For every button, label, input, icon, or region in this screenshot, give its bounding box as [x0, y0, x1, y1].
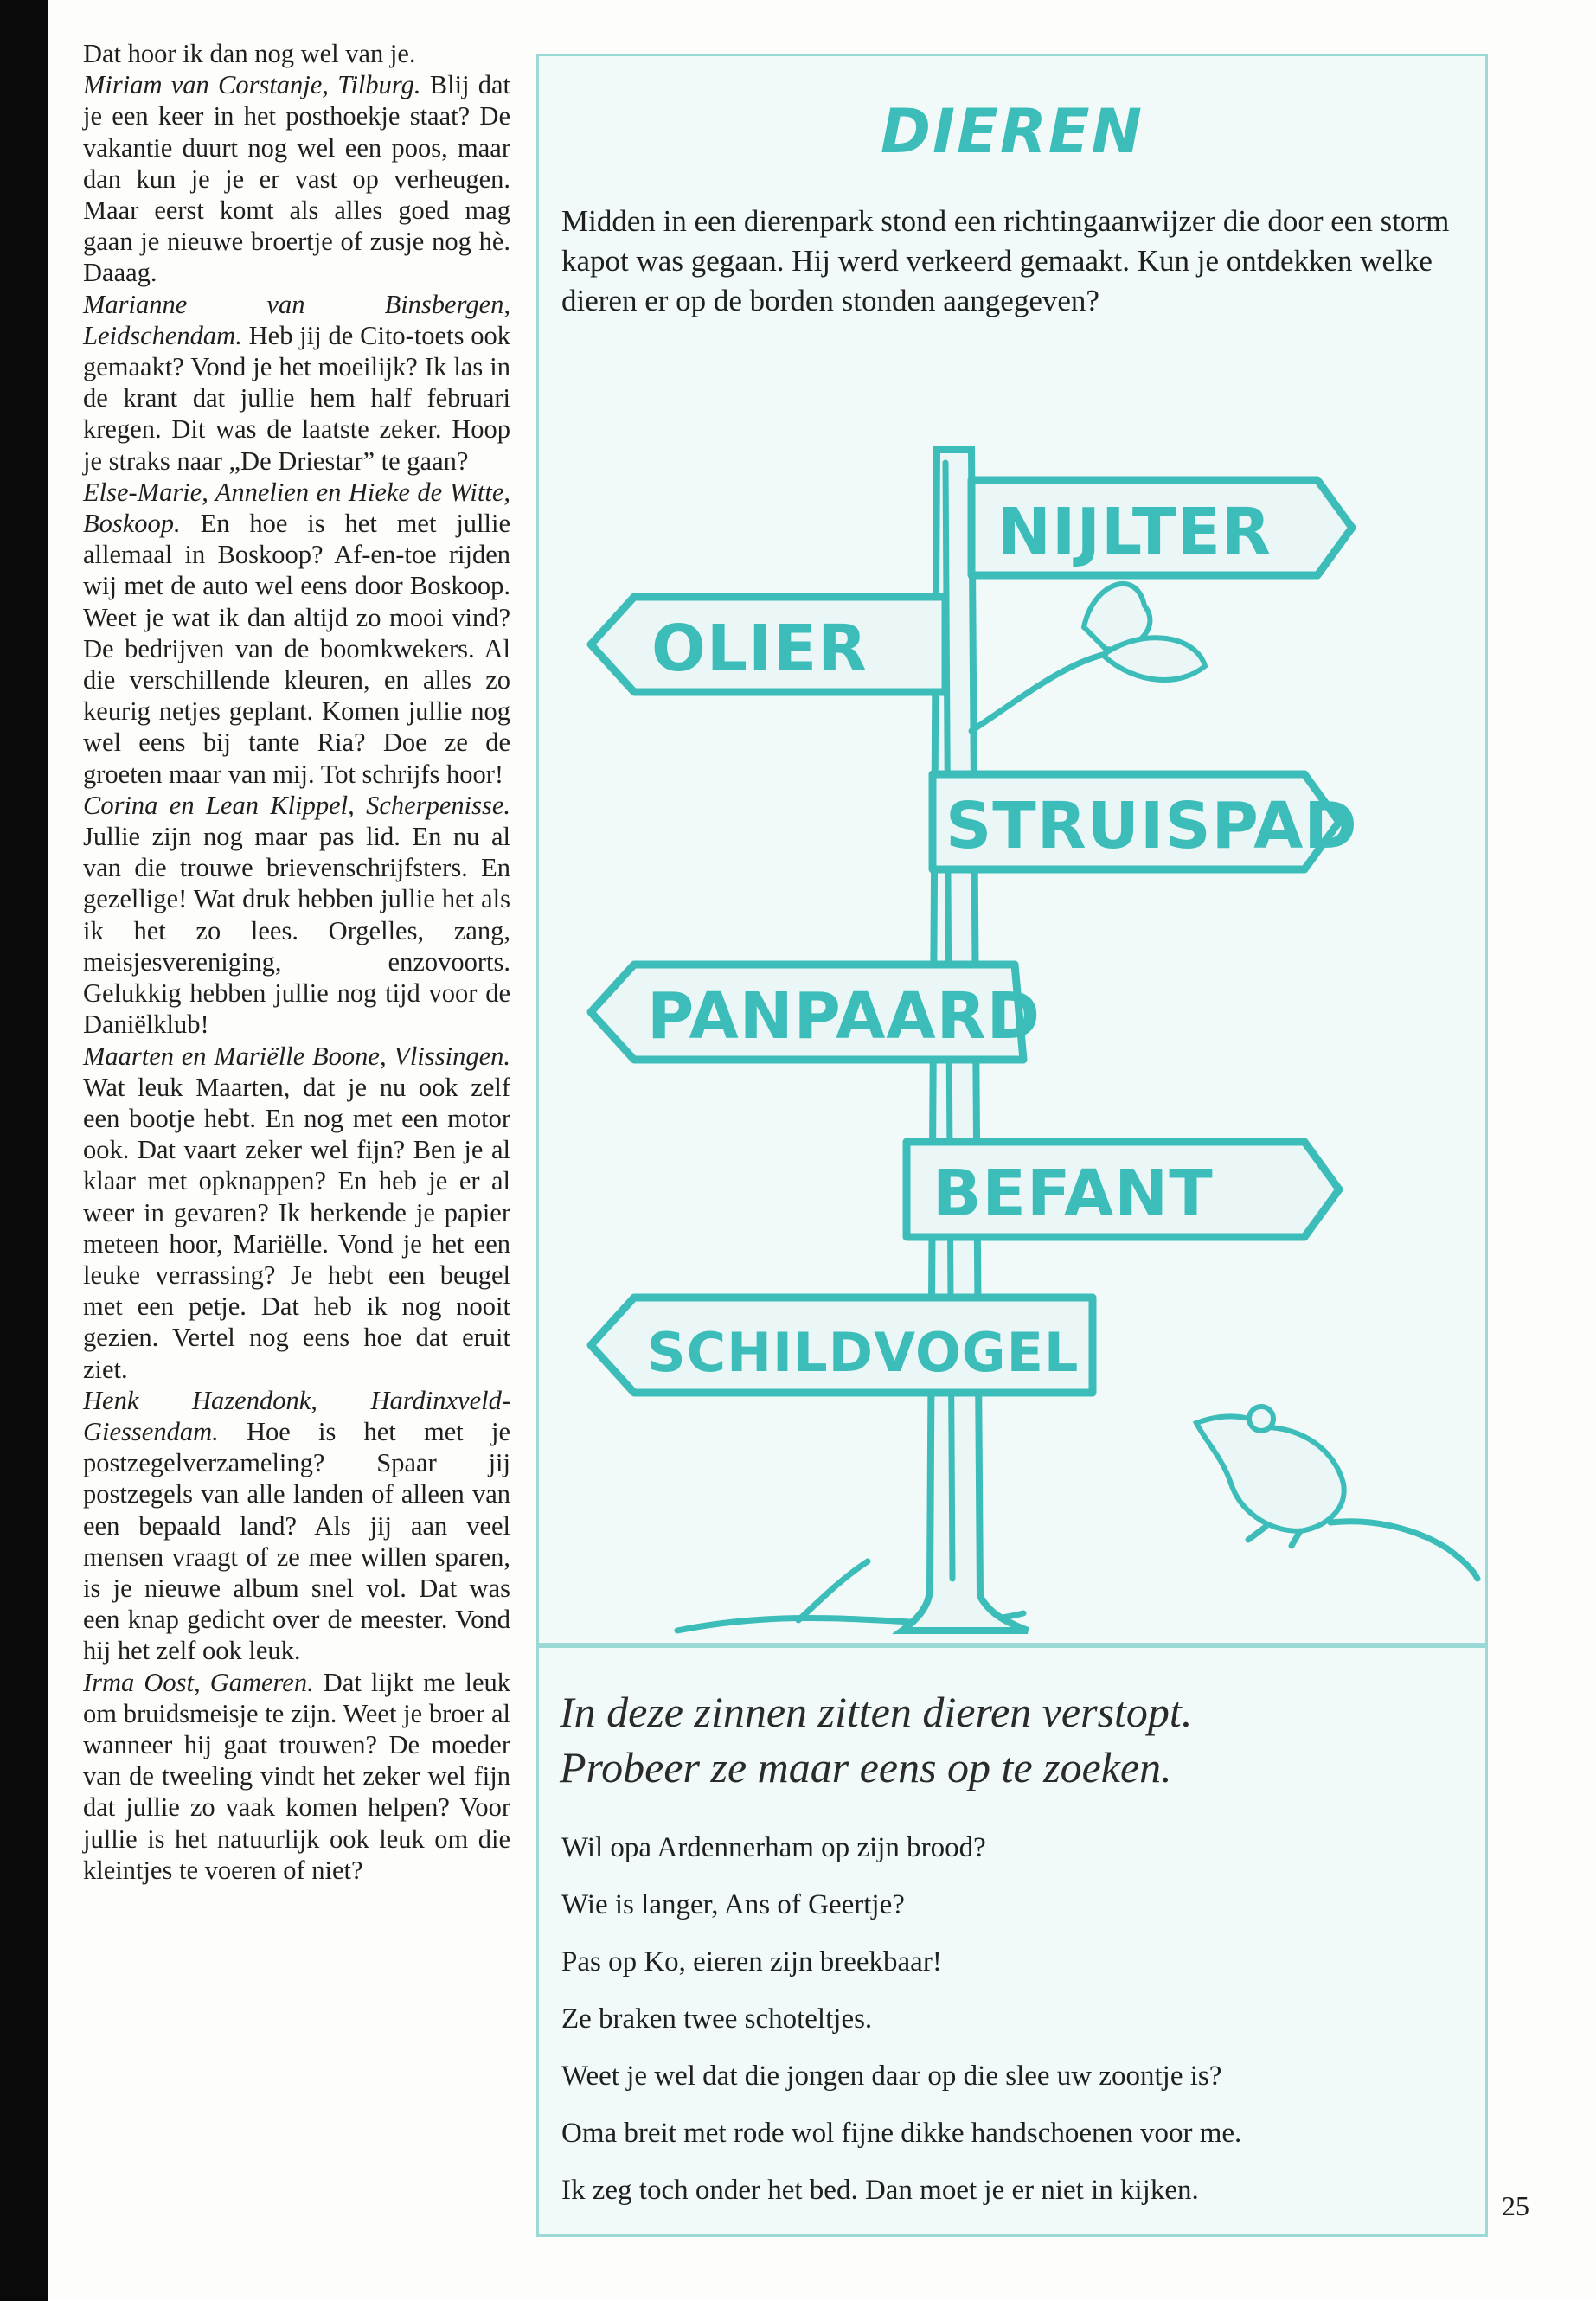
sign-label: BEFANT	[933, 1157, 1214, 1231]
letters-column	[83, 38, 510, 1886]
letter-entry: Irma Oost, Gameren. Dat lijkt me leuk om bruidsmeisje te zijn. Weet je broer al wanneer hij gaat trouwen? De moeder van de tweeling vindt het zeker wel fijn dat jullie zo vaak komen helpen? Voor jullie is het natuurlijk ook leuk om die kleintjes te voeren of niet?	[83, 1667, 510, 1885]
sentence-item: Wil opa Ardennerham op zijn brood?	[561, 1832, 986, 1863]
mouse-icon	[1196, 1407, 1477, 1579]
root-stroke	[798, 1561, 868, 1620]
letter-entry: Maarten en Mariëlle Boone, Vlissingen. Wat leuk Maarten, dat je nu ook zelf een bootje hebt. En nog met een motor ook. Dat vaart zeker wel fijn? Ben je al klaar met opknappen? En heb je er al weer in gevaren? Ik herkende je papier meteen hoor, Mariëlle. Vond je het een leuke verrassing? Je hebt een beugel met een petje. Dat heb ik nog nooit gezien. Vertel nog eens hoe dat eruit ziet.	[83, 1041, 510, 1384]
signpost-illustration	[539, 368, 1485, 1639]
sentence-item: Ik zeg toch onder het bed. Dan moet je er niet in kijken.	[561, 2175, 1199, 2206]
sentence-item: Pas op Ko, eieren zijn breekbaar!	[561, 1946, 942, 1977]
sign-label: NIJLTER	[997, 495, 1272, 569]
letter-entry: Else-Marie, Annelien en Hieke de Witte, Boskoop. En hoe is het met jullie allemaal in Boskoop? Af-en-toe rijden wij met de auto wel eens door Boskoop. Weet je wat ik dan altijd zo mooi vind? De bedrijven van de boomkwekers. Al die verschillende kleuren, en alles zo keurig netjes geplant. Komen jullie nog wel eens bij tante Ria? Doe ze de groeten maar van mij. Tot schrijfs hoor!	[83, 477, 510, 789]
sign-label: PANPAARD	[647, 979, 1042, 1054]
sign-label: SCHILDVOGEL	[647, 1321, 1080, 1384]
sentence-item: Ze braken twee schoteltjes.	[561, 2003, 873, 2035]
letter-entry: Dat hoor ik dan nog wel van je.	[83, 39, 416, 68]
page-number: 25	[1502, 2190, 1529, 2221]
sentence-list	[561, 1819, 1470, 2219]
leaf-icon	[1106, 638, 1205, 680]
intro-text: Midden in een dierenpark stond een richtingaanwijzer die door een storm kapot was gegaan. Hij werd verkeerd gemaakt. Kun je ontdekken welke dieren er op de borden stonden aangegeven?	[561, 204, 1450, 317]
letter-entry: Henk Hazendonk, Hardinxveld-Giessendam. Hoe is het met je postzegelverzameling? Spaar jij postzegels van alle landen of alleen van een bepaald land? Als jij aan veel mensen vraagt of ze mee willen sparen, is je nieuwe album snel vol. Dat was een knap gedicht over de meester. Vond hij het zelf ook leuk.	[83, 1385, 511, 1666]
branch-stroke	[971, 653, 1110, 731]
puzzle-heading: In deze zinnen zitten dieren verstopt. Probeer ze maar eens op te zoeken.	[560, 1688, 1193, 1791]
page-edge	[0, 0, 48, 2301]
letter-entry: Miriam van Corstanje, Tilburg. Blij dat je een keer in het posthoekje staat? De vakantie duurt nog wel een poos, maar dan kun je je er vast op verheugen. Maar eerst komt als alles goed mag gaan je nieuwe broertje of zusje nog hè. Daaag.	[83, 70, 511, 288]
sentence-item: Oma breit met rode wol fijne dikke handschoenen voor me.	[561, 2118, 1242, 2149]
sign-label: OLIER	[651, 612, 869, 686]
letter-entry: Corina en Lean Klippel, Scherpenisse. Jullie zijn nog maar pas lid. En nu al van die trouwe brievenschrijfsters. En gezellige! Wat druk hebben jullie het als ik het zo lees. Orgelles, zang, meisjesvereniging, enzovoorts. Gelukkig hebben jullie nog tijd voor de Daniëlklub!	[83, 790, 510, 1040]
sentence-item: Weet je wel dat die jongen daar op die slee uw zoontje is?	[561, 2061, 1222, 2092]
sign-label: STRUISPAD	[945, 789, 1358, 863]
dieren-panel	[536, 54, 1488, 1645]
sentence-item: Wie is langer, Ans of Geertje?	[561, 1889, 905, 1920]
letter-entry: Marianne van Binsbergen, Leidschendam. Heb jij de Cito-toets ook gemaakt? Vond je het moeilijk? Ik las in de krant dat jullie hem half februari kregen. Dit was de laatste zeker. Hoop je straks naar „De Driestar” te gaan?	[83, 289, 511, 476]
panel-title: DIEREN	[880, 96, 1144, 167]
puzzle-panel	[536, 1645, 1488, 2237]
